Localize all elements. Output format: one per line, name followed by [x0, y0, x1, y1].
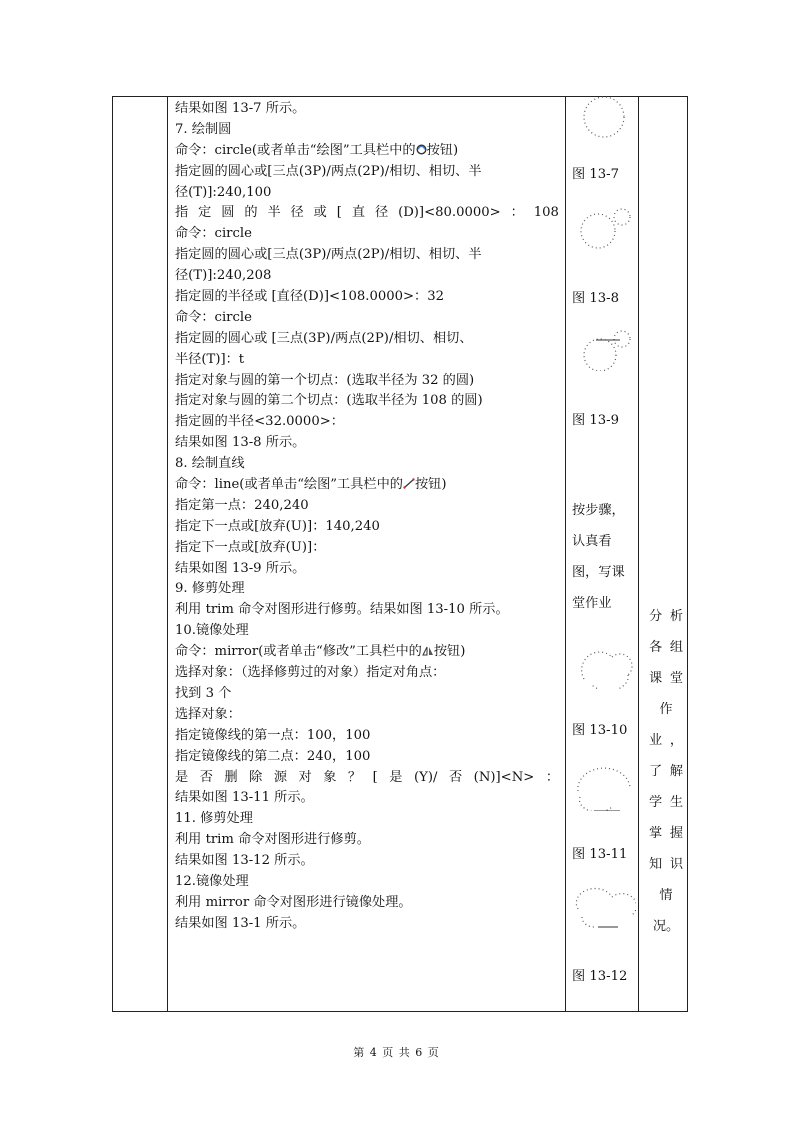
- line-text: 按钮): [415, 477, 447, 493]
- procedure-line: 指定圆的圆心或[三点(3P)/两点(2P)/相切、相切、半: [175, 163, 482, 179]
- procedure-line: 结果如图 13-11 所示。: [175, 790, 314, 806]
- column-divider: [638, 97, 639, 1011]
- procedure-line: 指定镜像线的第二点：240，100: [175, 748, 371, 764]
- line-text: 按钮): [433, 644, 466, 660]
- column-divider: [565, 97, 566, 1011]
- figure-caption: 图 13-12: [572, 969, 628, 984]
- procedure-line: 指定对象与圆的第二个切点：(选取半径为 108 的圆): [175, 393, 483, 409]
- word: 半: [267, 205, 281, 221]
- procedure-line: [175, 141, 565, 162]
- procedure-line: 指定下一点或[放弃(U)]：140,240: [175, 518, 380, 534]
- analysis-char: 课: [649, 671, 663, 686]
- procedure-line: 径(T)]:240,208: [175, 268, 272, 284]
- figure-image: [572, 645, 636, 689]
- analysis-line: [649, 632, 683, 663]
- procedure-line: 利用 trim 命令对图形进行修剪。: [175, 832, 370, 848]
- analysis-char: 情: [659, 888, 673, 903]
- procedure-text-column: [175, 97, 565, 935]
- word: 象: [323, 769, 337, 785]
- analysis-char: ，: [669, 733, 683, 748]
- figure-caption: 图 13-7: [572, 167, 620, 182]
- word: (N)]<N>: [473, 769, 535, 785]
- procedure-line: 结果如图 13-12 所示。: [175, 853, 314, 869]
- analysis-line: [649, 756, 683, 787]
- word: 的: [244, 205, 258, 221]
- figure-note-line: 按步骤，: [572, 503, 625, 518]
- analysis-char: 析: [669, 609, 683, 624]
- procedure-line: 指定镜像线的第一点：100，100: [175, 727, 371, 743]
- procedure-line: 利用 trim 命令对图形进行修剪。结果如图 13-10 所示。: [175, 602, 509, 618]
- procedure-line: 8. 绘制直线: [175, 456, 245, 472]
- word: 108: [533, 205, 559, 221]
- procedure-line: [175, 203, 559, 224]
- line-text: 按钮): [426, 142, 459, 158]
- analysis-char: 况。: [652, 919, 680, 934]
- procedure-line: 命令：circle: [175, 309, 252, 325]
- line-text: 命令：circle(或者单击“绘图”工具栏中的: [175, 142, 416, 158]
- word: 是: [175, 769, 189, 785]
- word: (Y)/: [414, 769, 438, 785]
- analysis-line: [649, 849, 683, 880]
- procedure-line: 11. 修剪处理: [175, 811, 253, 827]
- word: 源: [273, 769, 287, 785]
- figure-image: [572, 205, 636, 249]
- word: ？: [347, 769, 362, 785]
- page-footer: 第 4 页 共 6 页: [353, 1046, 440, 1059]
- figure-image: [572, 95, 636, 139]
- word: 除: [249, 769, 263, 785]
- figure-image: [572, 327, 636, 371]
- procedure-line: 10.镜像处理: [175, 623, 249, 639]
- analysis-char: 学: [649, 795, 663, 810]
- word: [: [336, 205, 342, 221]
- figure-caption: 图 13-9: [572, 413, 620, 428]
- figure-image: [572, 767, 636, 811]
- line-text: 命令：mirror(或者单击“修改”工具栏中的: [175, 644, 422, 660]
- word: 否: [199, 769, 213, 785]
- procedure-line: [175, 768, 559, 789]
- procedure-line: 指定对象与圆的第一个切点：(选取半径为 32 的圆): [175, 372, 475, 388]
- figure-caption: 图 13-11: [572, 847, 628, 862]
- circle-tool-icon: [416, 142, 427, 163]
- procedure-line: 指定圆的圆心或[三点(3P)/两点(2P)/相切、相切、半: [175, 247, 482, 263]
- analysis-char: 生: [669, 795, 683, 810]
- analysis-line: [649, 663, 683, 694]
- analysis-char: 各: [649, 640, 663, 655]
- word: ：: [510, 205, 524, 221]
- procedure-line: 指定圆的半径或 [直径(D)]<108.0000>：32: [175, 289, 445, 305]
- analysis-char: 识: [669, 857, 683, 872]
- procedure-line: 选择对象：: [175, 706, 241, 722]
- procedure-line: 径(T)]:240,100: [175, 184, 272, 200]
- figure-caption: 图 13-8: [572, 291, 620, 306]
- procedure-line: 指定下一点或[放弃(U)]：: [175, 539, 326, 555]
- line-tool-icon: [403, 476, 415, 497]
- figure-caption: 图 13-10: [572, 723, 628, 738]
- procedure-line: 选择对象：（选择修剪过的对象）指定对角点：: [175, 665, 446, 681]
- analysis-char: 业: [649, 733, 663, 748]
- procedure-line: 半径(T)]：t: [175, 351, 245, 367]
- word: 否: [448, 769, 463, 785]
- analysis-char: 知: [649, 857, 663, 872]
- analysis-line: [649, 787, 683, 818]
- lesson-table: [112, 96, 688, 1012]
- procedure-line: 命令：circle: [175, 226, 252, 242]
- procedure-line: 指定第一点：240,240: [175, 497, 309, 513]
- analysis-line: [649, 818, 683, 849]
- column-divider: [167, 97, 168, 1011]
- word: 是: [389, 769, 403, 785]
- procedure-line: 结果如图 13-8 所示。: [175, 435, 306, 451]
- word: 圆: [221, 205, 235, 221]
- analysis-char: 作: [659, 702, 673, 717]
- word: 径: [374, 205, 389, 221]
- analysis-char: 分: [649, 609, 663, 624]
- analysis-line: [649, 601, 683, 632]
- word: 对: [298, 769, 312, 785]
- line-text: 命令：line(或者单击“绘图”工具栏中的: [175, 477, 403, 493]
- procedure-line: 7. 绘制圆: [175, 121, 232, 137]
- procedure-line: [175, 475, 565, 496]
- procedure-line: 9. 修剪处理: [175, 581, 245, 597]
- word: (D)]<80.0000>: [398, 205, 501, 221]
- word: 或: [313, 205, 327, 221]
- word: ：: [545, 769, 559, 785]
- analysis-line: [649, 911, 683, 942]
- word: [: [372, 769, 378, 785]
- analysis-line: [649, 880, 683, 911]
- procedure-line: 结果如图 13-9 所示。: [175, 560, 306, 576]
- word: 删: [224, 769, 238, 785]
- procedure-line: [175, 642, 565, 663]
- analysis-line: [649, 725, 683, 756]
- word: 直: [351, 205, 366, 221]
- analysis-char: 堂: [669, 671, 683, 686]
- procedure-line: 找到 3 个: [175, 685, 232, 701]
- figure-note-line: 图，写课: [572, 565, 625, 580]
- procedure-line: 结果如图 13-7 所示。: [175, 101, 306, 116]
- figure-note-line: 认真看: [572, 534, 612, 549]
- procedure-line: 12.镜像处理: [175, 873, 249, 889]
- procedure-line: 指定圆的半径<32.0000>：: [175, 414, 344, 430]
- figure-note: [572, 495, 632, 619]
- procedure-line: 指定圆的圆心或 [三点(3P)/两点(2P)/相切、相切、: [175, 330, 473, 346]
- figure-note-line: 堂作业: [572, 596, 612, 611]
- mirror-tool-icon: [422, 643, 434, 664]
- analysis-char: 握: [669, 826, 683, 841]
- analysis-char: 组: [669, 640, 683, 655]
- word: 径: [290, 205, 304, 221]
- word: 定: [198, 205, 212, 221]
- analysis-char: 了: [649, 764, 663, 779]
- word: 指: [175, 205, 189, 221]
- figure-image: [572, 887, 636, 931]
- analysis-char: 掌: [649, 826, 663, 841]
- analysis-char: 解: [669, 764, 683, 779]
- procedure-line: 结果如图 13-1 所示。: [175, 915, 306, 931]
- procedure-line: 利用 mirror 命令对图形进行镜像处理。: [175, 894, 412, 910]
- analysis-line: [649, 694, 683, 725]
- analysis-column: [649, 601, 683, 942]
